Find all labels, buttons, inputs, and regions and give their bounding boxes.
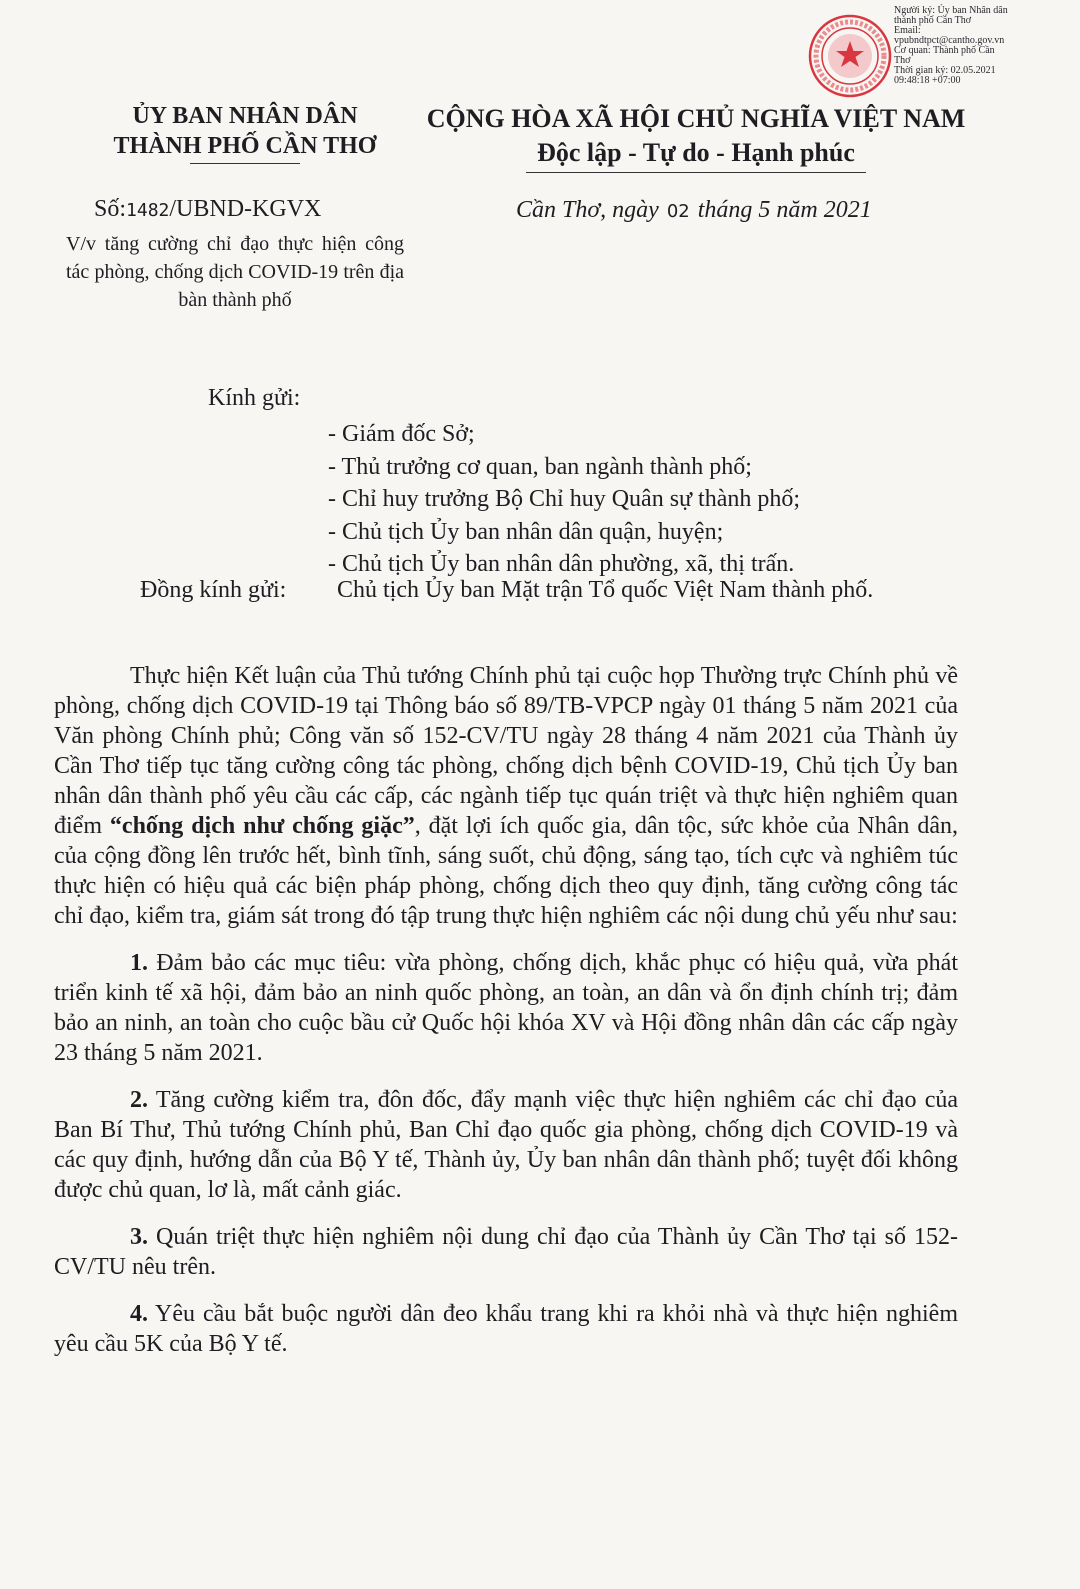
document-date: Cần Thơ, ngày 02 tháng 5 năm 2021 — [516, 197, 872, 223]
item-number: 4. — [130, 1301, 148, 1327]
document-number: Số:1482/UBND-KGVX — [94, 196, 322, 222]
document-number-value: 1482 — [126, 200, 170, 221]
national-motto: Độc lập - Tự do - Hạnh phúc — [537, 138, 855, 167]
national-title: CỘNG HÒA XÃ HỘI CHỦ NGHĨA VIỆT NAM — [426, 104, 966, 133]
recipients-label: Kính gửi: — [208, 385, 301, 411]
body-item-3: 3. Quán triệt thực hiện nghiêm nội dung chỉ đạo của Thành ủy Cần Thơ tại số 152-CV/TU nêu trên. — [54, 1224, 958, 1280]
recipient-item: - Chỉ huy trưởng Bộ Chỉ huy Quân sự thành phố; — [328, 486, 801, 512]
official-seal-icon — [808, 14, 892, 98]
body-item-1: 1. Đảm bảo các mục tiêu: vừa phòng, chống dịch, khắc phục có hiệu quả, vừa phát triển kinh tế xã hội, đảm bảo an ninh quốc phòng, an toàn, an dân và ổn định chính trị; đảm bảo an ninh, an toàn cho cuộc bầu cử Quốc hội khóa XV và Hội đồng nhân dân các cấp ngày 23 tháng 5 năm 2021. — [54, 950, 958, 1066]
agency-underline — [190, 163, 300, 164]
recipient-item: - Chủ tịch Ủy ban nhân dân phường, xã, thị trấn. — [328, 551, 795, 577]
agency-name-line2: THÀNH PHỐ CẦN THƠ — [113, 133, 377, 159]
agency-name-line1: ỦY BAN NHÂN DÂN — [132, 103, 358, 129]
signature-line: thành phố Cần Thơ — [894, 15, 972, 26]
cc-recipients — [140, 577, 873, 604]
item-number: 1. — [130, 950, 148, 976]
body-item-2: 2. Tăng cường kiểm tra, đôn đốc, đẩy mạnh việc thực hiện nghiêm các chỉ đạo của Ban Bí Thư, Thủ tướng Chính phủ, Ban Chỉ đạo quốc gia phòng, chống dịch COVID-19 và các quy định, hướng dẫn của Bộ Y tế, Thành ủy, Ủy ban nhân dân thành phố; tuyệt đối không được chủ quan, lơ là, mất cảnh giác. — [54, 1087, 958, 1203]
signature-line: Thời gian ký: 02.05.2021 — [894, 65, 996, 76]
motto-underline — [526, 172, 866, 173]
signature-line: Cơ quan: Thành phố Cần — [894, 45, 995, 56]
recipient-item: - Chủ tịch Ủy ban nhân dân quận, huyện; — [328, 518, 724, 545]
national-header — [416, 102, 976, 173]
signature-line: Người ký: Ủy ban Nhân dân — [894, 5, 1008, 16]
document-subject: V/v tăng cường chỉ đạo thực hiện công tác phòng, chống dịch COVID-19 trên địa bàn thành phố — [66, 233, 404, 311]
item-number: 2. — [130, 1087, 148, 1113]
cc-label: Đồng kính gửi: — [140, 577, 287, 603]
document-body — [54, 661, 958, 1376]
body-item-4: 4. Yêu cầu bắt buộc người dân đeo khẩu trang khi ra khỏi nhà và thực hiện nghiêm yêu cầu 5K của Bộ Y tế. — [54, 1301, 958, 1357]
recipients-list — [328, 418, 800, 581]
item-number: 3. — [130, 1224, 148, 1250]
recipient-item: - Thủ trưởng cơ quan, ban ngành thành phố; — [328, 453, 752, 480]
signature-line: Thơ — [894, 55, 911, 66]
recipient-item: - Giám đốc Sở; — [328, 421, 475, 447]
agency-header — [80, 101, 410, 164]
emphasis-slogan: “chống dịch như chống giặc” — [109, 813, 415, 839]
signature-line: vpubndtpct@cantho.gov.vn — [894, 35, 1005, 46]
intro-paragraph: Thực hiện Kết luận của Thủ tướng Chính phủ tại cuộc họp Thường trực Chính phủ về phòng, chống dịch COVID-19 tại Thông báo số 89/TB-VPCP ngày 01 tháng 5 năm 2021 của Văn phòng Chính phủ; Công văn số 152-CV/TU ngày 28 tháng 4 năm 2021 của Thành ủy Cần Thơ tiếp tục tăng cường công tác phòng, chống dịch bệnh COVID-19, Chủ tịch Ủy ban nhân dân thành phố yêu cầu các cấp, các ngành tiếp tục quán triệt và thực hiện nghiêm quan điểm “chống dịch như chống giặc”, đặt lợi ích quốc gia, dân tộc, sức khỏe của Nhân dân, của cộng đồng lên trước hết, bình tĩnh, sáng suốt, chủ động, sáng tạo, tích cực và nghiêm túc thực hiện có hiệu quả các biện pháp phòng, chống dịch theo quy định, tăng cường công tác chỉ đạo, kiểm tra, giám sát trong đó tập trung thực hiện nghiêm các nội dung chủ yếu như sau: — [54, 663, 958, 929]
signature-info — [894, 6, 1074, 86]
signature-line: 09:48:18 +07:00 — [894, 75, 961, 86]
cc-value: Chủ tịch Ủy ban Mặt trận Tổ quốc Việt Nam thành phố. — [337, 577, 874, 603]
date-day: 02 — [666, 201, 690, 222]
signature-line: Email: — [894, 25, 921, 36]
